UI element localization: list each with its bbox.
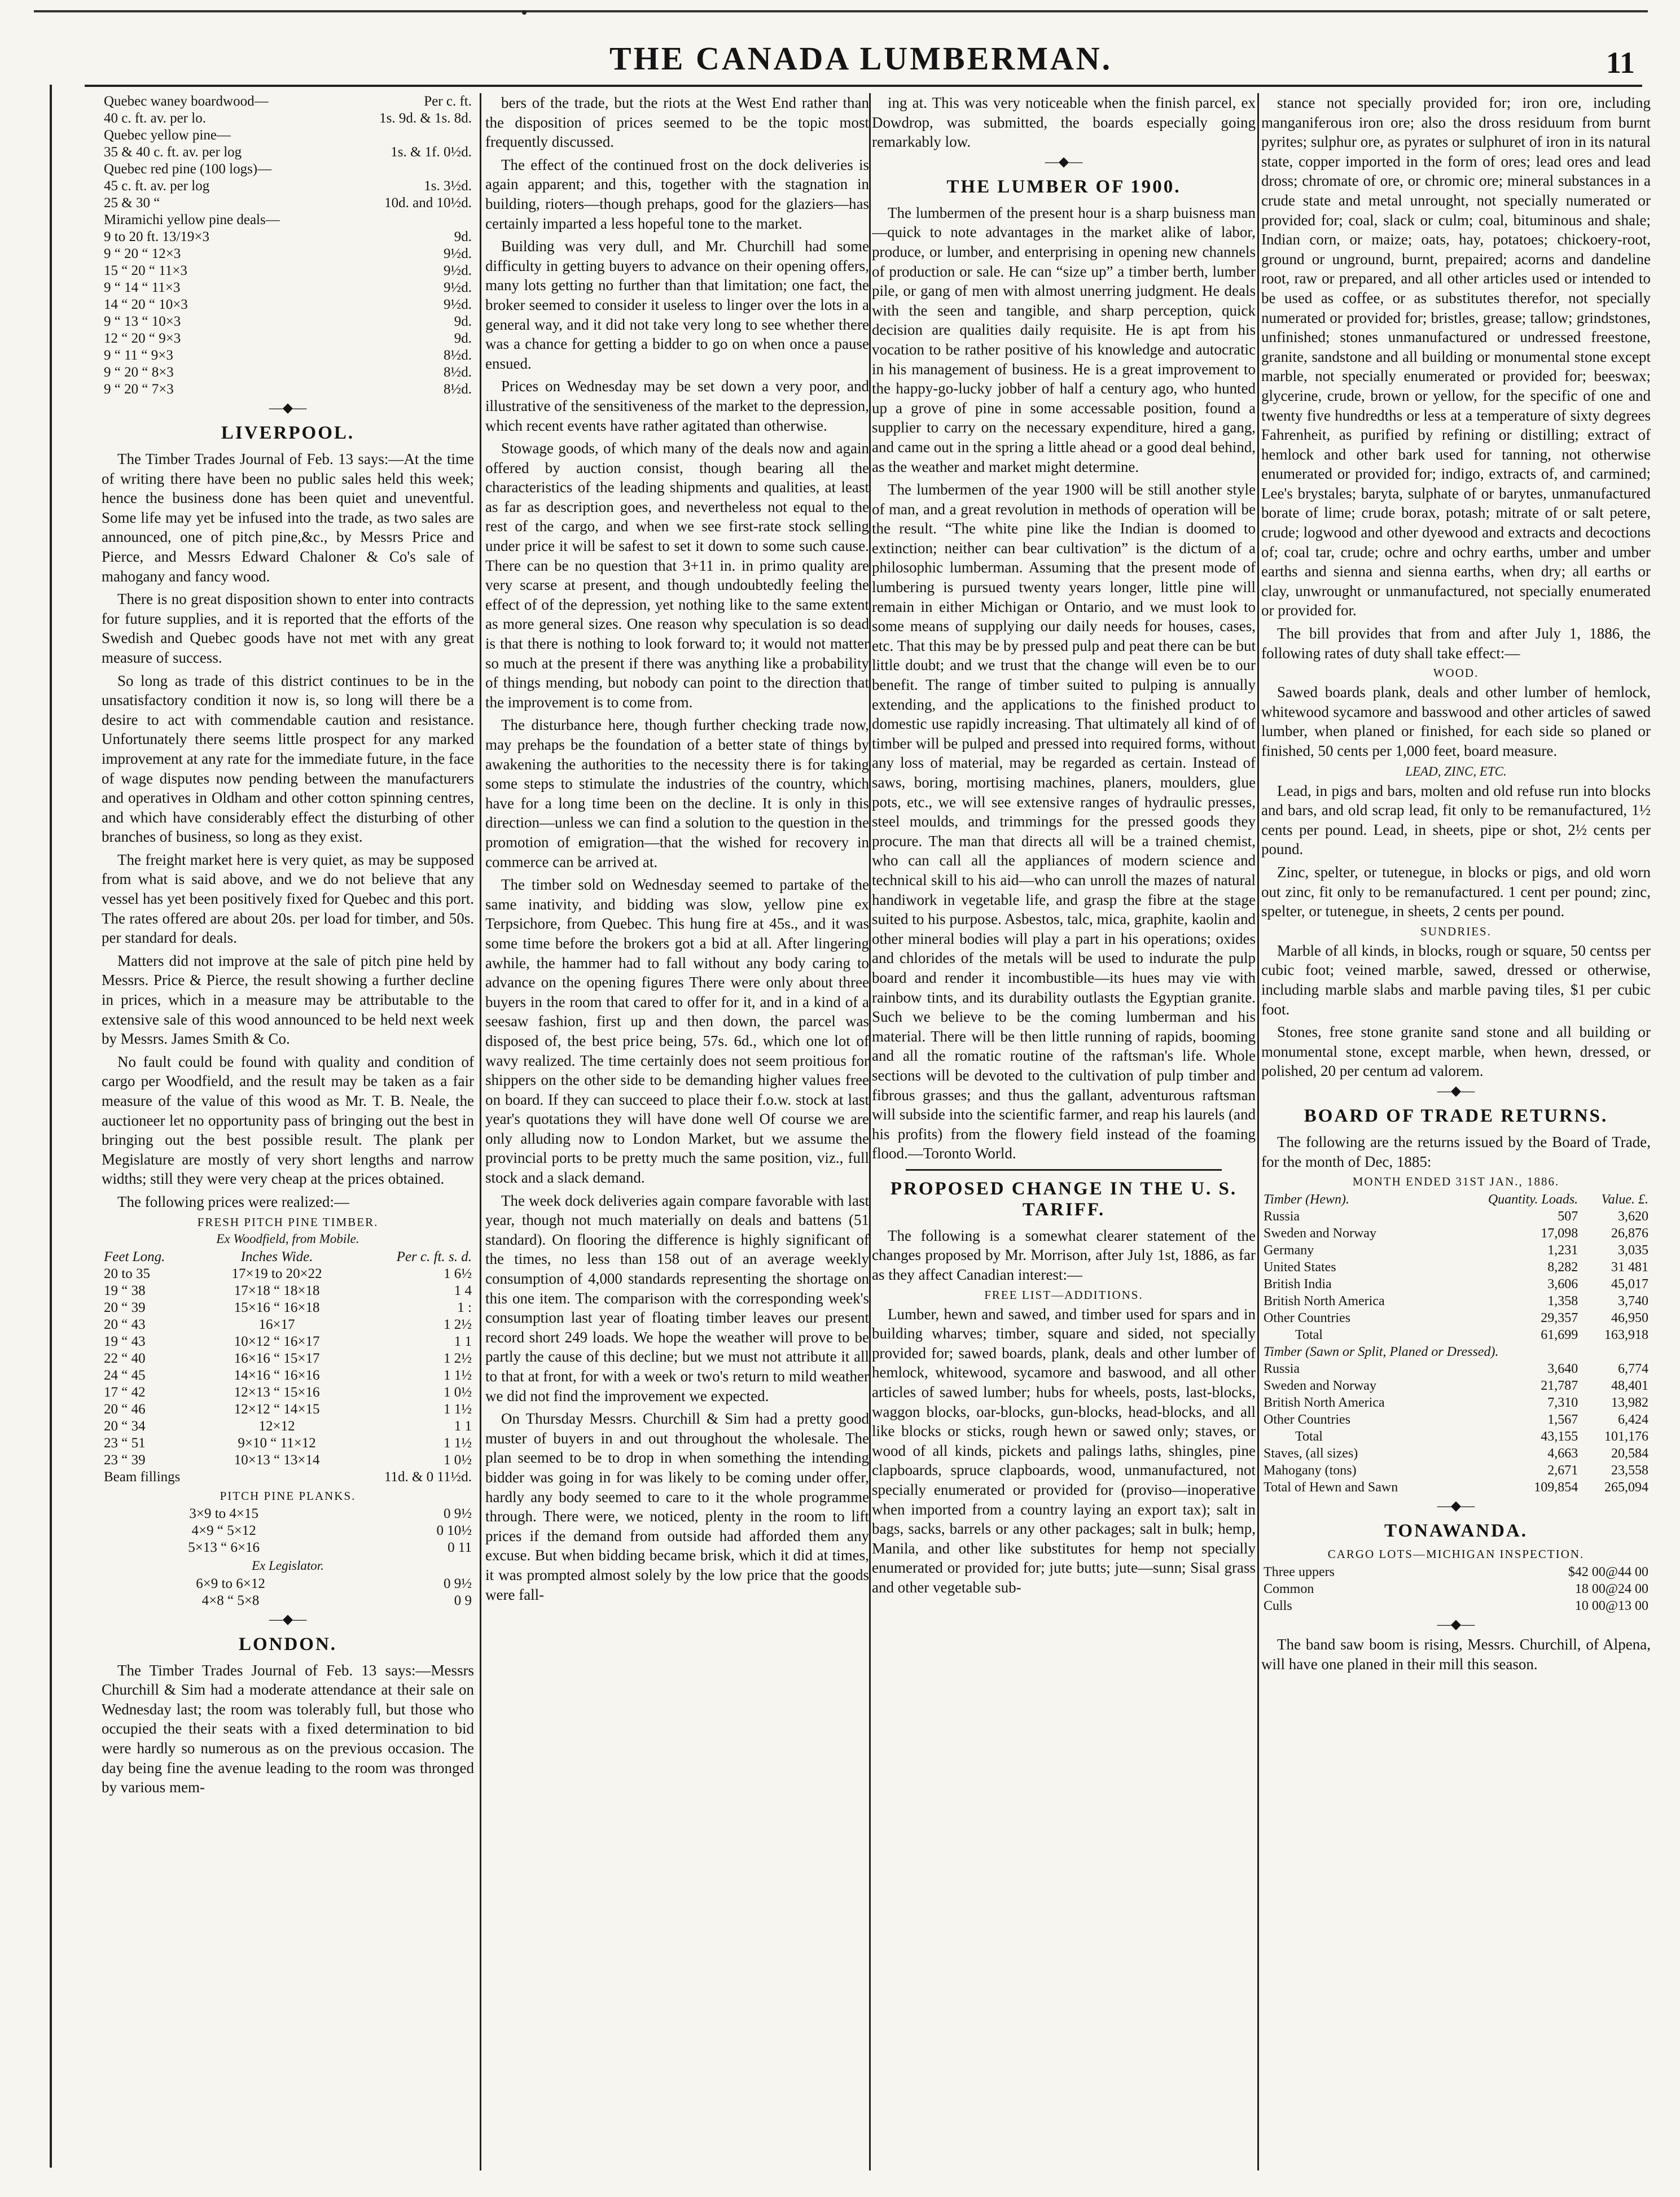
table-cell: 19 “ 43	[104, 1333, 146, 1349]
table-cell: 46,950	[1611, 1311, 1648, 1326]
table-cell: 15 “ 20 “ 11×3	[104, 263, 187, 278]
table-cell: 1 1	[454, 1418, 472, 1434]
table-row	[102, 1350, 474, 1367]
table-cell: 40 c. ft. av. per lo.	[104, 111, 206, 126]
table-cell: $42 00@44 00	[1568, 1565, 1648, 1580]
table-cell: 0 9½	[444, 1505, 472, 1521]
table-cell: 9 “ 20 “ 12×3	[104, 246, 181, 261]
beam-fillings-row	[102, 1469, 474, 1486]
table-cell: 9 “ 20 “ 8×3	[104, 365, 174, 380]
table-cell: 1s. & 1f. 0½d.	[391, 145, 472, 160]
table-cell: 25 & 30 “	[104, 195, 160, 211]
table-row	[102, 347, 474, 364]
table-cell: 2,671	[1547, 1463, 1578, 1478]
table-cell: Sweden and Norway	[1264, 1378, 1376, 1394]
table-cell: Russia	[1264, 1209, 1300, 1224]
table-cell: 9 to 20 ft. 13/19×3	[104, 229, 210, 244]
table-cell: 9 “ 11 “ 9×3	[104, 348, 173, 363]
table-cell: 7,310	[1547, 1395, 1578, 1411]
sawn-total-qty: 43,155	[1541, 1429, 1578, 1445]
table-cell: 3,620	[1618, 1209, 1648, 1224]
table-cell: 10×13 “ 13×14	[234, 1452, 320, 1468]
col-per-cft: Per c. ft. s. d.	[396, 1249, 472, 1264]
table-cell: 8½d.	[444, 365, 472, 380]
table-cell: British India	[1264, 1277, 1332, 1292]
table-cell: 1s. 9d. & 1s. 8d.	[379, 111, 472, 126]
table-cell: 9½d.	[444, 246, 472, 261]
table-cell: 1s. 3½d.	[424, 178, 472, 194]
col-timber-hewn: Timber (Hewn).	[1264, 1192, 1349, 1207]
table-cell: 10d. and 10½d.	[384, 195, 472, 211]
paragraph: Stones, free stone granite sand stone and all building or monumental stone, except marble, when hewn, dressed, or polished, 20 per centum ad valorem.	[1261, 1023, 1651, 1080]
table-cell: 12 “ 20 “ 9×3	[104, 331, 181, 346]
table-row	[102, 381, 474, 398]
table-cell: 8½d.	[444, 348, 472, 363]
table-cell: Mahogany (tons)	[1264, 1463, 1357, 1478]
table-row	[102, 1539, 474, 1556]
lead-zinc-heading: LEAD, ZINC, ETC.	[1405, 764, 1507, 778]
free-list-heading: FREE LIST—ADDITIONS.	[984, 1288, 1143, 1302]
table-cell: 14×16 “ 16×16	[234, 1367, 320, 1383]
paragraph: bers of the trade, but the riots at the West End rather than the disposition of prices seemed to be the topic most frequently discussed.	[485, 94, 869, 151]
table-cell: Culls	[1264, 1599, 1292, 1614]
sawn-total-label: Total	[1295, 1429, 1323, 1445]
table-row	[1261, 1462, 1651, 1479]
table-cell: 1 1	[454, 1333, 472, 1349]
table-cell: 3,035	[1618, 1243, 1648, 1258]
table-cell: 20,584	[1611, 1446, 1648, 1461]
printer-mark	[522, 10, 527, 15]
paragraph: The lumbermen of the present hour is a sharp buisness man—quick to note advantages in the market alike of labor, produce, or lumber, and enterprising in opening new channels of production or sale. He can “size up” a timber berth, lumber pile, or gang of men with almost unerring judgment. He deals with the seen and tangible, and sharp perception, quick decision are qualities daily requisite. He is apt from his vocation to be rather positive of his knowledge and autocratic in his management of business. He is a great improvement to the happy-go-lucky jobber of half a century ago, who hunted up a grove of pine in some accessable position, found a supplier to carry on the necessary expenditure, hired a gang, and came out in the spring a little ahead or a good deal behind, as the weather and market might determine.	[872, 204, 1256, 475]
table-cell: 0 9½	[444, 1575, 472, 1591]
table-cell: 21,787	[1541, 1378, 1578, 1394]
month-ended-heading: MONTH ENDED 31ST JAN., 1886.	[1352, 1175, 1560, 1189]
table-row	[102, 229, 474, 246]
table-cell: 1 1½	[444, 1367, 472, 1383]
table-cell: 3,606	[1547, 1277, 1578, 1292]
table-cell: 17,098	[1541, 1226, 1578, 1241]
header-rule	[85, 85, 1642, 87]
table-cell: 16×17	[258, 1316, 295, 1332]
table-row	[102, 1316, 474, 1333]
table-row	[102, 313, 474, 330]
beam-label: Beam fillings	[104, 1469, 181, 1485]
table-row	[102, 110, 474, 127]
board-of-trade-heading: BOARD OF TRADE RETURNS.	[1304, 1105, 1608, 1126]
london-article	[102, 1661, 474, 1797]
table-row	[1261, 1598, 1651, 1614]
table-row	[102, 195, 474, 212]
paragraph: Prices on Wednesday may be set down a very poor, and illustrative of the sensitiveness of the market to the depression, which recent events have rather agitated than otherwise.	[485, 378, 869, 434]
table-row	[1261, 1310, 1651, 1327]
table-row	[102, 1522, 474, 1539]
table-cell: 1,567	[1547, 1412, 1578, 1428]
table-cell: 9 “ 14 “ 11×3	[104, 280, 181, 295]
table-cell: Staves, (all sizes)	[1264, 1446, 1358, 1461]
hewn-total-label: Total	[1295, 1328, 1323, 1343]
tariff-heading: PROPOSED CHANGE IN THE U. S. TARIFF.	[890, 1178, 1238, 1220]
planks-table	[102, 1505, 474, 1556]
table-cell: 6,424	[1618, 1412, 1648, 1428]
tariff-article	[872, 1226, 1256, 1285]
table-cell: 109,854	[1534, 1480, 1578, 1495]
paragraph: On Thursday Messrs. Churchill & Sim had a pretty good muster of buyers in and out throughout the wholesale. The plan seemed to be to drop in when something the intending bidder was going in for was likely to be coming under offer, hardly any body seemed to care to it the whole programme through. There were, we noticed, plenty in the room to lift prices if the demand from outside had afforded them any excuse. But when bidding became brisk, which it did at times, it was prompted almost solely by the low price that the goods were fall-	[485, 1410, 869, 1603]
table-cell: 9d.	[454, 331, 472, 346]
table-cell: 8½d.	[444, 382, 472, 397]
paragraph: So long as trade of this district continues to be in the unsatisfactory condition it now is, so long will there be a desire to act with commendable caution and resistance. Unfortunately there seems little prospect for any marked improvement at any rate for the immediate future, in the face of wage disputes now pending between the manufacturers and operatives in Oldham and other cotton spinning centres, and which have considerably effect the disturbing of other branches of business, so long as they exist.	[102, 672, 474, 846]
paragraph: The lumbermen of the year 1900 will be still another style of man, and a great revolution in methods of operation will be the result. “The white pine like the Indian is doomed to extinction; neither can bear cultivation” is the dictum of a philosophic lumberman. Assuming that the present mode of lumbering is pursued twenty years longer, little pine will remain in either Michigan or Ontario, and we must look to some means of supplying our daily needs for houses, cases, etc. That this may be by pressed pulp and peat there can be but little doubt; and we trust that the change will even be to our benefit. The range of timber suited to pulping is annually extending, and the applications to the finished product to domestic use rapidly increasing. That ultimately all kind of of timber will be pulped and pressed into required forms, without any loss of material, may be regarded as certain. Instead of saws, boring, mortising machines, planers, moulders, glue pots, etc., we will see extensive ranges of hydraulic presses, steel moulds, and trimmings for the pressed goods they procure. The man that directs all will be a trained chemist, who can call all the appliances of modern science and technical skill to his aid—who can unroll the mazes of natural handiwork in vegetable life, and grasp the fibre at the stage suited to his purpose. Asbestos, talc, mica, graphite, kaolin and other mineral bodies will play a part in his operations; oxides and chlorides of the metals will be used to indurate the pulp board and render it incombustible—its hues may vie with rainbow tints, and its durability outlasts the Egyptian granite. Such we believe to be the coming lumberman and his material. There will be then little running of rapids, booming and all the romatic routine of the raftsman's life. Whole sections will be devoted to the cultivation of pulp timber and fibrous grasses; and thus the gallant, adventurous raftsman will subside into the scientific farmer, and reap his laurels (and his profits) from the flowery field instead of the foaming flood.—Toronto World.	[872, 481, 1256, 1162]
table-cell: 20 “ 43	[104, 1316, 146, 1332]
paragraph: The timber sold on Wednesday seemed to partake of the same inativity, and bidding was slow, yellow pine ex Terpsichore, from Quebec. This hung fire at 45s., and it was some time before the brokers got a bid at all. After lingering awhile, the hammer had to fall without any body caring to advance on the opening figures There were only about three buyers in the room that cared to offer for it, and in a kind of a seesaw fashion, first up and then down, the parcel was disposed of, the best price being, 57s. 6d., which one lot of wavy realized. The time certainly does not seem proitious for shippers on the other side to be demanding higher values free on board. If they can succeed to place their f.o.w. stock at last year's quotations they will have done well Of course we are only alluding now to London Market, but we assume the provincial ports to be pretty much the same position, viz., full stock and a slack demand.	[485, 876, 869, 1187]
table-cell: 29,357	[1541, 1311, 1578, 1326]
running-head-title: THE CANADA LUMBERMAN.	[609, 40, 1113, 77]
table-row	[102, 296, 474, 313]
table-cell: 1,231	[1547, 1243, 1578, 1258]
table-cell: 20 “ 34	[104, 1418, 146, 1434]
sawn-heading: Timber (Sawn or Split, Planed or Dressed).	[1264, 1345, 1499, 1360]
col-feet-long: Feet Long.	[104, 1249, 165, 1264]
tonawanda-heading: TONAWANDA.	[1384, 1521, 1528, 1542]
table-row	[102, 1575, 474, 1592]
table-cell: 12×13 “ 15×16	[234, 1384, 320, 1400]
table-row	[1261, 1564, 1651, 1581]
paragraph: Zinc, spelter, or tutenegue, in blocks or pigs, and old worn out zinc, fit only to be remanufactured. 1 cent per pound; zinc, spelter, or tutenegue, in sheets, 2 cents per pound.	[1261, 863, 1651, 920]
table-cell: 9 “ 13 “ 10×3	[104, 314, 181, 329]
ornament-rule: —◆—	[1437, 1499, 1475, 1514]
table-row	[102, 1367, 474, 1384]
table-cell: 10 00@13 00	[1574, 1599, 1648, 1614]
table-cell: 3,640	[1547, 1362, 1578, 1377]
table-row	[102, 127, 474, 144]
lumber-1900-heading: THE LUMBER OF 1900.	[946, 176, 1181, 197]
paragraph: The Timber Trades Journal of Feb. 13 says:—Messrs Churchill & Sim had a moderate attendance at their sale on Wednesday last; the room was tolerably full, but those who occupied the their seats with a fixed determination to bid were hardly so numerous as on the previous occasion. The day being fine the avenue leading to the room was thronged by various mem-	[102, 1661, 474, 1796]
table-cell: 1 4	[454, 1283, 472, 1298]
paragraph: The week dock deliveries again compare favorable with last year, though not much materially on deals and battens (51 standard). On flooring the difference is highly significant of the times, no less than 158 out of an average weekly consumption of 4,000 standards representing the shortage on this one item. The comparison with the corresponding week's consumption last year of floating timber leaves our present record short 249 loads. We hope the weather will prove to be partly the cause of this decline; but we must not attribute it all to that at front, for with a week or two's return to mild weather we did not find the improvement we expected.	[485, 1192, 869, 1404]
liverpool-article	[102, 449, 474, 1212]
liverpool-heading: LIVERPOOL.	[221, 423, 355, 443]
table-cell: 45,017	[1611, 1277, 1648, 1292]
hewn-total-qty: 61,699	[1541, 1328, 1578, 1343]
ornament-rule: —◆—	[269, 401, 307, 415]
column-2	[485, 93, 869, 2170]
beam-price: 11d. & 0 11½d.	[384, 1469, 472, 1485]
table-cell: Miramichi yellow pine deals—	[104, 212, 280, 227]
table-cell: 9d.	[454, 314, 472, 329]
table-cell: 4×8 “ 5×8	[201, 1592, 260, 1608]
table-cell: 20 “ 39	[104, 1299, 146, 1315]
table-cell: 1 1½	[444, 1435, 472, 1451]
table-cell: 15×16 “ 16×18	[234, 1299, 320, 1315]
table-cell: 6×9 to 6×12	[196, 1575, 265, 1591]
column-rule	[480, 93, 481, 2170]
table-cell: 23,558	[1611, 1463, 1648, 1478]
table-row	[102, 262, 474, 279]
table-cell: 24 “ 45	[104, 1367, 146, 1383]
table-cell: 5×13 “ 6×16	[188, 1539, 260, 1555]
table-cell: 12×12 “ 14×15	[234, 1401, 320, 1417]
paragraph: The freight market here is very quiet, as may be supposed from what is said above, and we do not believe that any vessel has yet been positively fixed for Quebec and this port. The rates offered are about 20s. per load for timber, and 50s. per standard for deals.	[102, 851, 474, 947]
wood-article	[1261, 682, 1651, 760]
table-cell: 9×10 “ 11×12	[238, 1435, 316, 1451]
table-row	[102, 1266, 474, 1283]
table-row	[1261, 1479, 1651, 1496]
paragraph: Building was very dull, and Mr. Churchill had some difficulty in getting buyers to advance on their opening offers, many lots getting no further than that limitation; one fact, the broker seemed to consider it useless to linger over the lots in a general way, and it did not take very long to see whether there was a chance for getting a bidder to go on when once a pause ensued.	[485, 238, 869, 372]
table-row	[102, 279, 474, 296]
table-row	[1261, 1394, 1651, 1411]
table-cell: 1 6½	[444, 1266, 472, 1281]
table-cell: 13,982	[1611, 1395, 1648, 1411]
pitch-pine-planks-heading: PITCH PINE PLANKS.	[220, 1489, 356, 1503]
table-cell: 26,876	[1611, 1226, 1648, 1241]
planks-table-2	[102, 1575, 474, 1609]
table-cell: 9½d.	[444, 263, 472, 278]
column-4	[1261, 93, 1651, 2170]
table-cell: 10×12 “ 16×17	[234, 1333, 320, 1349]
table-row	[102, 1401, 474, 1418]
table-cell: 12×12	[258, 1418, 295, 1434]
table-cell: Quebec red pine (100 logs)—	[104, 161, 272, 177]
tonawanda-note: The band saw boom is rising, Messrs. Churchill, of Alpena, will have one planed in their mill this season.	[1261, 1636, 1651, 1673]
table-cell: 0 9	[454, 1592, 472, 1608]
table-cell: 0 11	[448, 1539, 472, 1555]
london-article-end	[872, 93, 1256, 152]
tonawanda-subheading: CARGO LOTS—MICHIGAN INSPECTION.	[1327, 1547, 1585, 1561]
sundries-heading: SUNDRIES.	[1420, 924, 1492, 938]
col-value: Value. £.	[1601, 1192, 1648, 1207]
hewn-total-value: 163,918	[1604, 1328, 1648, 1343]
planks-source: Ex Legislator.	[252, 1558, 324, 1573]
table-row	[102, 1384, 474, 1401]
paragraph: Stowage goods, of which many of the deals now and again offered by auction consist, though bearing all the characteristics of the leading shipments and qualities, at least as far as description goes, and nevertheless not equal to the rest of the cargo, and when we see first-rate stock selling under price it will be safest to set it down to some such cause. There can be no question that 3+11 in. in primo quality are very scarse at present, and though undoubtedly feeling the effect of of the depression, yet nothing like to the same extent as more general sizes. One reason why speculation is so dead is that there is nothing to look forward to; it would not matter so much at the present if there was anything like a probability of things mending, but nobody can point to the direction that the improvement is to come from.	[485, 440, 869, 711]
table-cell: Three uppers	[1264, 1565, 1335, 1580]
col-inches-wide: Inches Wide.	[240, 1249, 313, 1264]
table-row	[102, 1452, 474, 1469]
column-1	[102, 93, 474, 2170]
table-row	[102, 161, 474, 178]
free-list-article	[872, 1305, 1256, 1598]
table-cell	[344, 212, 474, 229]
table-row	[102, 1505, 474, 1522]
table-cell: 9½d.	[444, 297, 472, 312]
table-cell: 17×18 “ 18×18	[234, 1283, 320, 1298]
table-row	[102, 1299, 474, 1316]
paragraph: No fault could be found with quality and condition of cargo per Woodfield, and the result may be taken as a fair measure of the value of this wood as Mr. T. B. Neale, the auctioneer let no opportunity pass of bringing out the best in bringing out the best possible result. The plank per Megislature are mostly of very short lengths and narrow widths; still they were very cheap at the prices obtained.	[102, 1053, 474, 1188]
ornament-rule: —◆—	[1045, 154, 1083, 169]
table-row	[1261, 1360, 1651, 1377]
table-cell: 1 0½	[444, 1452, 472, 1468]
table-cell: Russia	[1264, 1362, 1300, 1377]
paragraph: stance not specially provided for; iron ore, including manganiferous iron ore; also the dross residuum from burnt pyrites; sulphur ore, as pyrates or sulphuret of iron in its natural state, copper imported in the form of ores; lead ores and lead dross; chromate of ore, or chromic ore; mineral substances in a crude state and metal unrought, not specially numerated or provided for; coal, slack or culm; coal, bituminous and shale; Indian corn, or maize; oats, hay, potatoes; chickoery-root, ground or unground, burnt, prepaired; acorns and dandeline root, raw or prepared, and all other articles used or intended to be used as coffee, or as substitutes therefor, not specially numerated or provided for; bristles, grease; tallow; grindstones, unfinished; stones unmanufactured or undressed freestone, granite, sandstone and all building or monumental stone except marble, not specially enumerated or provided for; beeswax; glycerine, crude, brown or yellow, for the specific of one and twenty five hundredths or less at a temperature of sixty degrees Fahrenheit, as purified by refining or distilling; extract of hemlock and other bark used for tanning, not otherwise enumerated or provided for; indigo, extracts of, and carmined; Lee's brystales; baryta, sulphate of or barytes, unmanufactured borate of lime; crude borax, potash; mitrate of or salt petere, crude; logwood and other dyewood and extracts and decoctions of; coal tar, crude; ochre and ochry earths, umber and umber earths and sienna and sienna earths, when dry; all earths or clay, unwrought or unmanufactured, not specially enumerated or provided for.	[1261, 94, 1651, 619]
column-rule	[1257, 93, 1259, 2170]
table-cell: 1,358	[1547, 1294, 1578, 1309]
wood-heading: WOOD.	[1433, 666, 1479, 680]
table-cell: 9d.	[454, 229, 472, 244]
table-row	[102, 1592, 474, 1609]
table-cell: United States	[1264, 1260, 1336, 1275]
paragraph: The following is a somewhat clearer statement of the changes proposed by Mr. Morrison, after July 1st, 1886, as far as they affect Canadian interest:—	[872, 1227, 1256, 1284]
table-row	[1261, 1377, 1651, 1394]
left-page-edge	[50, 85, 52, 2168]
table-cell: 1 2½	[444, 1316, 472, 1332]
london-heading: LONDON.	[238, 1634, 337, 1655]
table-row	[1261, 1208, 1651, 1225]
board-of-trade-intro: The following are the returns issued by the Board of Trade, for the month of Dec, 1885:	[1261, 1133, 1651, 1170]
ornament-rule: —◆—	[269, 1612, 307, 1627]
paragraph: Matters did not improve at the sale of pitch pine held by Messrs. Price & Pierce, the result showing a further decline in prices, which in a measure may be attributable to the extensive sale of this wood announced to be held next week by Messrs. James Smith & Co.	[102, 952, 474, 1048]
table-cell: Quebec waney boardwood—	[104, 94, 269, 109]
table-row	[1261, 1293, 1651, 1310]
paragraph: There is no great disposition shown to enter into contracts for future supplies, and it is reported that the efforts of the Swedish and Quebec goods have not met with any great measure of success.	[102, 590, 474, 666]
table-cell: 22 “ 40	[104, 1350, 146, 1366]
table-row	[1261, 1411, 1651, 1428]
paragraph: ing at. This was very noticeable when the finish parcel, ex Dowdrop, was submitted, the boards especially going remarkably low.	[872, 94, 1256, 151]
ornament-rule: —◆—	[1437, 1617, 1475, 1633]
table-row	[1261, 1581, 1651, 1598]
column-rule	[869, 93, 871, 2170]
table-cell: 3×9 to 4×15	[189, 1505, 258, 1521]
ornament-rule: —◆—	[1437, 1083, 1475, 1098]
table-cell: Per c. ft.	[424, 94, 472, 109]
table-cell: 20 “ 46	[104, 1401, 146, 1417]
table-cell: 9½d.	[444, 280, 472, 295]
table-row	[1261, 1259, 1651, 1276]
sawn-total-value: 101,176	[1604, 1429, 1648, 1445]
table-row	[102, 364, 474, 381]
table-cell: 20 to 35	[104, 1266, 150, 1281]
table-row	[102, 212, 474, 229]
table-row	[102, 1435, 474, 1452]
table-row	[102, 330, 474, 347]
table-cell: 23 “ 39	[104, 1452, 146, 1468]
table-row	[102, 1418, 474, 1435]
table-cell: 0 10½	[436, 1522, 472, 1538]
table-cell: Sweden and Norway	[1264, 1226, 1376, 1241]
table-row	[1261, 1242, 1651, 1259]
fresh-pitch-pine-table	[102, 1249, 474, 1469]
table-cell: 9 “ 20 “ 7×3	[104, 382, 174, 397]
fresh-pitch-pine-heading: FRESH PITCH PINE TIMBER.	[197, 1215, 379, 1229]
table-cell: 18 00@24 00	[1574, 1582, 1648, 1597]
table-cell: Other Countries	[1264, 1412, 1350, 1428]
paragraph: The following prices were realized:—	[117, 1193, 349, 1210]
page-number: 11	[1606, 46, 1635, 80]
lead-zinc-article	[1261, 781, 1651, 921]
table-row	[102, 144, 474, 161]
table-cell: 1 1½	[444, 1401, 472, 1417]
table-cell: 19 “ 38	[104, 1283, 146, 1298]
table-cell: 14 “ 20 “ 10×3	[104, 297, 188, 312]
lumber-1900-article	[872, 203, 1256, 1163]
table-cell: Total of Hewn and Sawn	[1264, 1480, 1398, 1495]
table-row	[102, 93, 474, 110]
paragraph: Lumber, hewn and sawed, and timber used for spars and in building wharves; timber, square and sided, not specially provided for; sawed boards, plank, deals and other lumber of hemlock, whitewood, sycamore and baswood, and all other articles of sawed lumber; hubs for wheels, posts, last-blocks, waggon blocks, oar-blocks, gun-blocks, head-blocks, and all like blocks or sticks, rough hewn or sawed only; staves, or wood of all kinds, pickets and palings laths, shingles, pine clapboards, spruce clapboards, wood, unmanufactured, not specially enumerated or provided for (proviso—inoperative when imported from a country laying an export tax); salt in bags, sacks, barrels or any other packages; salt in bulk; hemp, Manila, and other like substitutes for hemp not specially enumerated or provided for; jute butts; jute—sunn; Sisal grass and other vegetable sub-	[872, 1305, 1256, 1596]
table-cell: 35 & 40 c. ft. av. per log	[104, 145, 242, 160]
paragraph: The bill provides that from and after July 1, 1886, the following rates of duty shall take effect:—	[1261, 625, 1651, 662]
table-cell: Common	[1264, 1582, 1314, 1597]
table-cell: 3,740	[1618, 1294, 1648, 1309]
table-row	[102, 1283, 474, 1299]
sundries-article	[1261, 941, 1651, 1081]
table-cell: British North America	[1264, 1294, 1385, 1309]
table-cell: Quebec yellow pine—	[104, 128, 231, 143]
table-cell	[344, 161, 474, 178]
paragraph: Marble of all kinds, in blocks, rough or square, 50 centss per cubic foot; veined marble, sawed, dressed or otherwise, including marble slabs and marble paving tiles, $1 per cubic foot.	[1261, 942, 1651, 1018]
table-cell: 1 0½	[444, 1384, 472, 1400]
quebec-price-table	[102, 93, 474, 398]
table-row	[1261, 1445, 1651, 1462]
london-article-continued	[485, 93, 869, 1604]
paragraph: The effect of the continued frost on the dock deliveries is again apparent; and this, together with the stagnation in building, rioters—though prehaps, good for the glaziers—has certainly imparted a less hopeful tone to the market.	[485, 156, 869, 232]
table-cell: 8,282	[1547, 1260, 1578, 1275]
col-quantity: Quantity. Loads.	[1488, 1192, 1578, 1207]
table-cell: 31 481	[1611, 1260, 1648, 1275]
table-cell: 1 :	[457, 1299, 472, 1315]
table-cell: 45 c. ft. av. per log	[104, 178, 210, 194]
table-cell: 48,401	[1611, 1378, 1648, 1394]
top-border	[34, 10, 1648, 12]
table-cell: 4,663	[1547, 1446, 1578, 1461]
section-rule	[906, 1169, 1222, 1171]
table-cell: 16×16 “ 15×17	[234, 1350, 320, 1366]
table-cell: 17 “ 42	[104, 1384, 146, 1400]
paragraph: The Timber Trades Journal of Feb. 13 says:—At the time of writing there have been no public sales held this week; hence the business done has been quiet and uneventful. Some life may yet be infused into the trade, as two sales are announced, one of pitch pine,&c., by Messrs Price and Pierce, and Messrs Edward Chaloner & Co's sale of mahogany and fancy wood.	[102, 450, 474, 585]
table-cell: 507	[1558, 1209, 1578, 1224]
paragraph: Lead, in pigs and bars, molten and old refuse run into blocks and bars, and old scrap lead, fit only to be remanufactured, 1½ cents per pound. Lead, in sheets, pipe or shot, 2½ cents per pound.	[1261, 782, 1651, 858]
paragraph: The disturbance here, though further checking trade now, may prehaps be the foundation of a better state of things by awakening the authorities to the necessity there is for taking some steps to stimulate the industries of the country, which have for a long time been on the decline. It is only in this direction—unless we can find a solution to the question in the promotion of emigration—that the wished for recovery in commerce can be arrived at.	[485, 716, 869, 870]
table-cell: 23 “ 51	[104, 1435, 146, 1451]
table-cell: Germany	[1264, 1243, 1314, 1258]
table-cell: 265,094	[1604, 1480, 1648, 1495]
table-cell: 4×9 “ 5×12	[191, 1522, 256, 1538]
table-row	[102, 1333, 474, 1350]
table-cell: 17×19 to 20×22	[231, 1266, 322, 1281]
table-cell: 6,774	[1618, 1362, 1648, 1377]
table-row	[1261, 1225, 1651, 1242]
table-row	[102, 178, 474, 195]
tonawanda-table	[1261, 1564, 1651, 1614]
column-3	[872, 93, 1256, 2170]
table-row	[1261, 1276, 1651, 1293]
table-cell: British North America	[1264, 1395, 1385, 1411]
paragraph: Sawed boards plank, deals and other lumber of hemlock, whitewood sycamore and basswood and other articles of sawed lumber, when planed or finished, for each side so planed or finished, 50 cents per 1,000 feet, board measure.	[1261, 684, 1651, 759]
table-cell	[344, 127, 474, 144]
table-row	[102, 246, 474, 262]
tariff-article-continued	[1261, 93, 1651, 663]
table-cell: 1 2½	[444, 1350, 472, 1366]
table-cell: Other Countries	[1264, 1311, 1350, 1326]
board-of-trade-table	[1261, 1191, 1651, 1496]
fresh-pitch-pine-source: Ex Woodfield, from Mobile.	[216, 1231, 359, 1246]
